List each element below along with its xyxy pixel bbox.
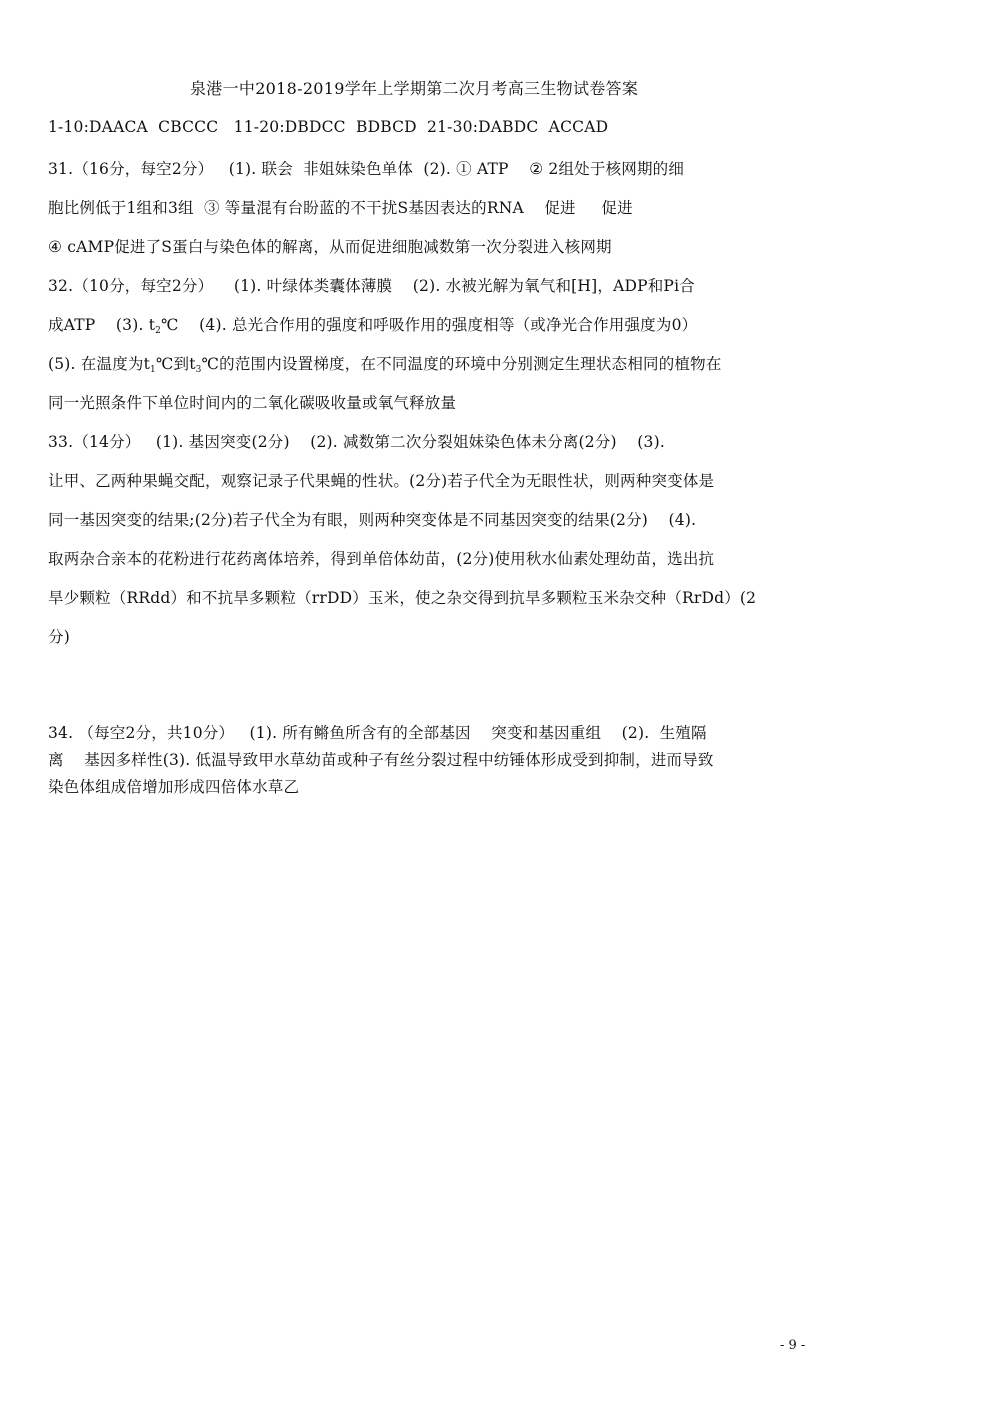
q34-line-3: 染色体组成倍增加形成四倍体水草乙 [48, 778, 300, 796]
q31-line-1: 31.（16分，每空2分） (1). 联会 非姐妹染色单体 (2). ① ATP ② 2组处于核网期的细 [48, 160, 685, 178]
q31-line-2: 胞比例低于1组和3组 ③ 等量混有台盼蓝的不干扰S基因表达的RNA 促进 促进 [48, 199, 633, 217]
q33-line-4: 取两杂合亲本的花粉进行花药离体培养，得到单倍体幼苗，(2分)使用秋水仙素处理幼苗，选出抗 [48, 550, 715, 568]
q33-line-6: 分) [48, 628, 70, 646]
q32-line-3-c: ℃的范围内设置梯度，在不同温度的环境中分别测定生理状态相同的植物在 [201, 355, 722, 373]
q32-line-2-a: 成ATP (3). t [48, 316, 156, 334]
page-title: 泉港一中2018-2019学年上学期第二次月考高三生物试卷答案 [190, 79, 639, 98]
q32-t3-subscript: 3 [195, 365, 202, 375]
q33-line-2: 让甲、乙两种果蝇交配，观察记录子代果蝇的性状。(2分)若子代全为无眼性状，则两种突变体是 [48, 472, 715, 490]
choice-answers: 1-10:DAACA CBCCC 11-20:DBDCC BDBCD 21-30:DABDC ACCAD [48, 118, 609, 136]
q32-t2-subscript: 2 [155, 326, 162, 336]
q34-line-2: 离 基因多样性(3). 低温导致甲水草幼苗或种子有丝分裂过程中纺锤体形成受到抑制，进而导致 [48, 751, 714, 769]
q33-line-1: 33.（14分） (1). 基因突变(2分) (2). 减数第二次分裂姐妹染色体未分离(2分) (3). [48, 433, 665, 451]
q32-line-3 [48, 352, 722, 375]
q32-t1-subscript: 1 [150, 365, 156, 375]
q32-line-3-a: (5). 在温度为t [48, 355, 151, 373]
page-number: - 9 - [780, 1338, 806, 1353]
q31-line-3: ④ cAMP促进了S蛋白与染色体的解离，从而促进细胞减数第一次分裂进入核网期 [48, 238, 612, 256]
q33-line-5: 旱少颗粒（RRdd）和不抗旱多颗粒（rrDD）玉米，使之杂交得到抗旱多颗粒玉米杂交种（RrDd）(2 [48, 589, 757, 607]
q32-line-4: 同一光照条件下单位时间内的二氧化碳吸收量或氧气释放量 [48, 394, 457, 412]
q32-line-1: 32.（10分，每空2分） (1). 叶绿体类囊体薄膜 (2). 水被光解为氧气和[H]，ADP和Pi合 [48, 277, 695, 295]
q32-line-2 [48, 313, 697, 336]
q32-line-2-b: ℃ (4). 总光合作用的强度和呼吸作用的强度相等（或净光合作用强度为0） [161, 316, 698, 334]
q33-line-3: 同一基因突变的结果;(2分)若子代全为有眼，则两种突变体是不同基因突变的结果(2分) (4). [48, 511, 697, 529]
q34-line-1: 34. （每空2分，共10分） (1). 所有鳉鱼所含有的全部基因 突变和基因重组 (2). 生殖隔 [48, 724, 707, 742]
q32-line-3-b: ℃到t [155, 355, 196, 373]
